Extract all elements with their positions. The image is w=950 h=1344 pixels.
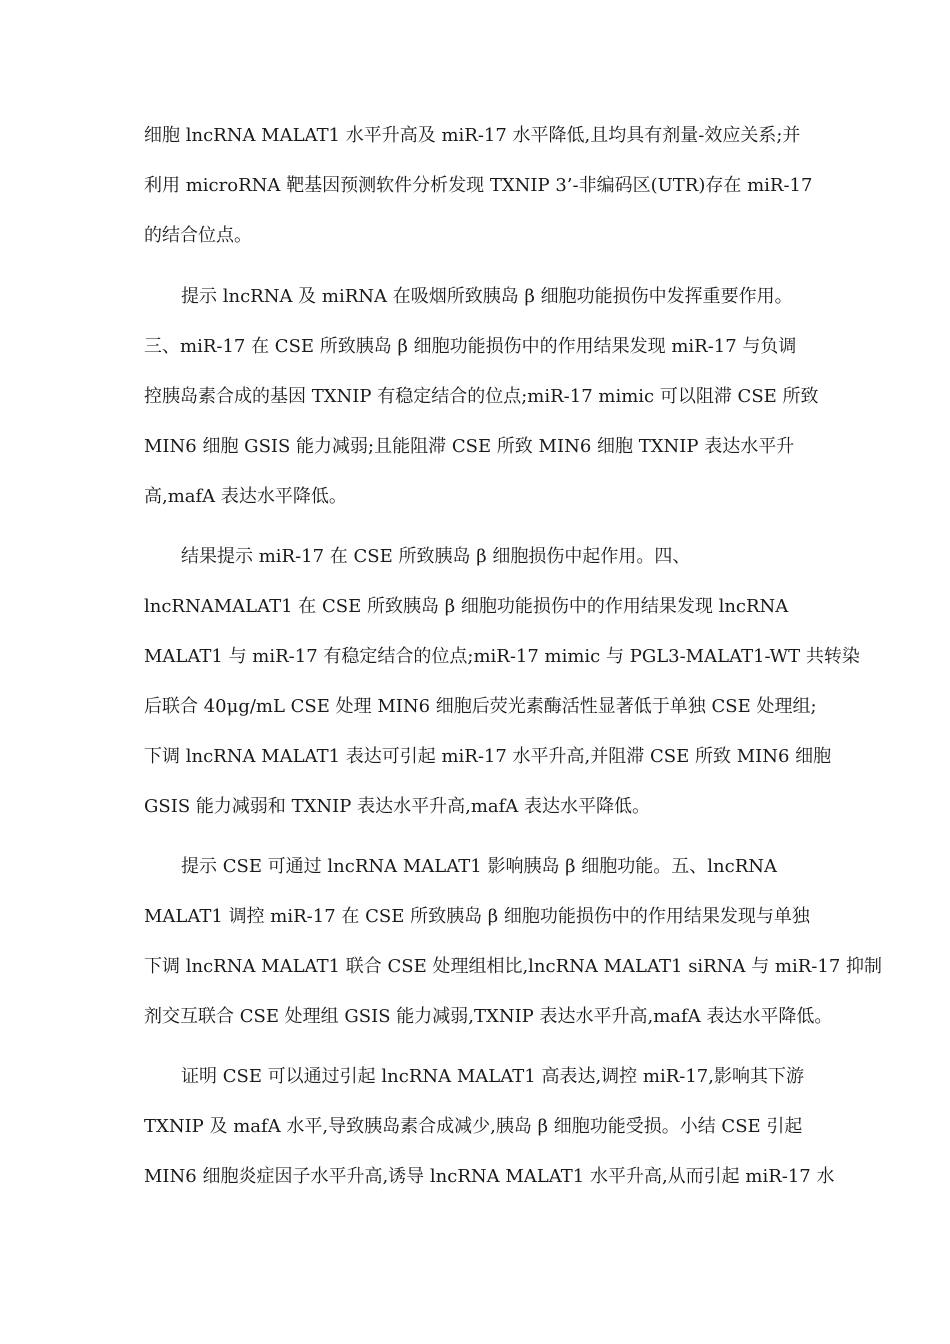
text-line: 控胰岛素合成的基因 TXNIP 有稳定结合的位点;miR-17 mimic 可以阻滞 CSE 所致 xyxy=(144,386,819,407)
text-line: 的结合位点。 xyxy=(144,225,252,246)
text-line: 结果提示 miR-17 在 CSE 所致胰岛 β 细胞损伤中起作用。四、 xyxy=(181,546,691,567)
text-line: MIN6 细胞炎症因子水平升高,诱导 lncRNA MALAT1 水平升高,从而引起 miR-17 水 xyxy=(144,1166,835,1187)
text-line: 利用 microRNA 靶基因预测软件分析发现 TXNIP 3’-非编码区(UTR)存在 miR-17 xyxy=(144,175,813,196)
text-line: TXNIP 及 mafA 水平,导致胰岛素合成减少,胰岛 β 细胞功能受损。小结 CSE 引起 xyxy=(144,1116,803,1137)
text-line: 后联合 40μg/mL CSE 处理 MIN6 细胞后荧光素酶活性显著低于单独 CSE 处理组; xyxy=(144,696,817,717)
text-line: 提示 CSE 可通过 lncRNA MALAT1 影响胰岛 β 细胞功能。五、lncRNA xyxy=(181,856,778,877)
text-line: GSIS 能力减弱和 TXNIP 表达水平升高,mafA 表达水平降低。 xyxy=(144,796,651,817)
text-line: 提示 lncRNA 及 miRNA 在吸烟所致胰岛 β 细胞功能损伤中发挥重要作用。 xyxy=(181,286,793,307)
text-line: 高,mafA 表达水平降低。 xyxy=(144,486,347,507)
text-line: 细胞 lncRNA MALAT1 水平升高及 miR-17 水平降低,且均具有剂量-效应关系;并 xyxy=(144,125,801,146)
text-line: MALAT1 与 miR-17 有稳定结合的位点;miR-17 mimic 与 PGL3-MALAT1-WT 共转染 xyxy=(144,646,860,667)
text-line: 三、miR-17 在 CSE 所致胰岛 β 细胞功能损伤中的作用结果发现 miR-17 与负调 xyxy=(144,336,797,357)
text-line: lncRNAMALAT1 在 CSE 所致胰岛 β 细胞功能损伤中的作用结果发现 lncRNA xyxy=(144,596,789,617)
text-line: 证明 CSE 可以通过引起 lncRNA MALAT1 高表达,调控 miR-17,影响其下游 xyxy=(181,1066,804,1087)
text-line: 下调 lncRNA MALAT1 表达可引起 miR-17 水平升高,并阻滞 CSE 所致 MIN6 细胞 xyxy=(144,746,832,767)
text-line: 剂交互联合 CSE 处理组 GSIS 能力减弱,TXNIP 表达水平升高,mafA 表达水平降低。 xyxy=(144,1006,833,1027)
text-line: MALAT1 调控 miR-17 在 CSE 所致胰岛 β 细胞功能损伤中的作用结果发现与单独 xyxy=(144,906,810,927)
text-line: 下调 lncRNA MALAT1 联合 CSE 处理组相比,lncRNA MALAT1 siRNA 与 miR-17 抑制 xyxy=(144,956,883,977)
text-line: MIN6 细胞 GSIS 能力减弱;且能阻滞 CSE 所致 MIN6 细胞 TXNIP 表达水平升 xyxy=(144,436,795,457)
